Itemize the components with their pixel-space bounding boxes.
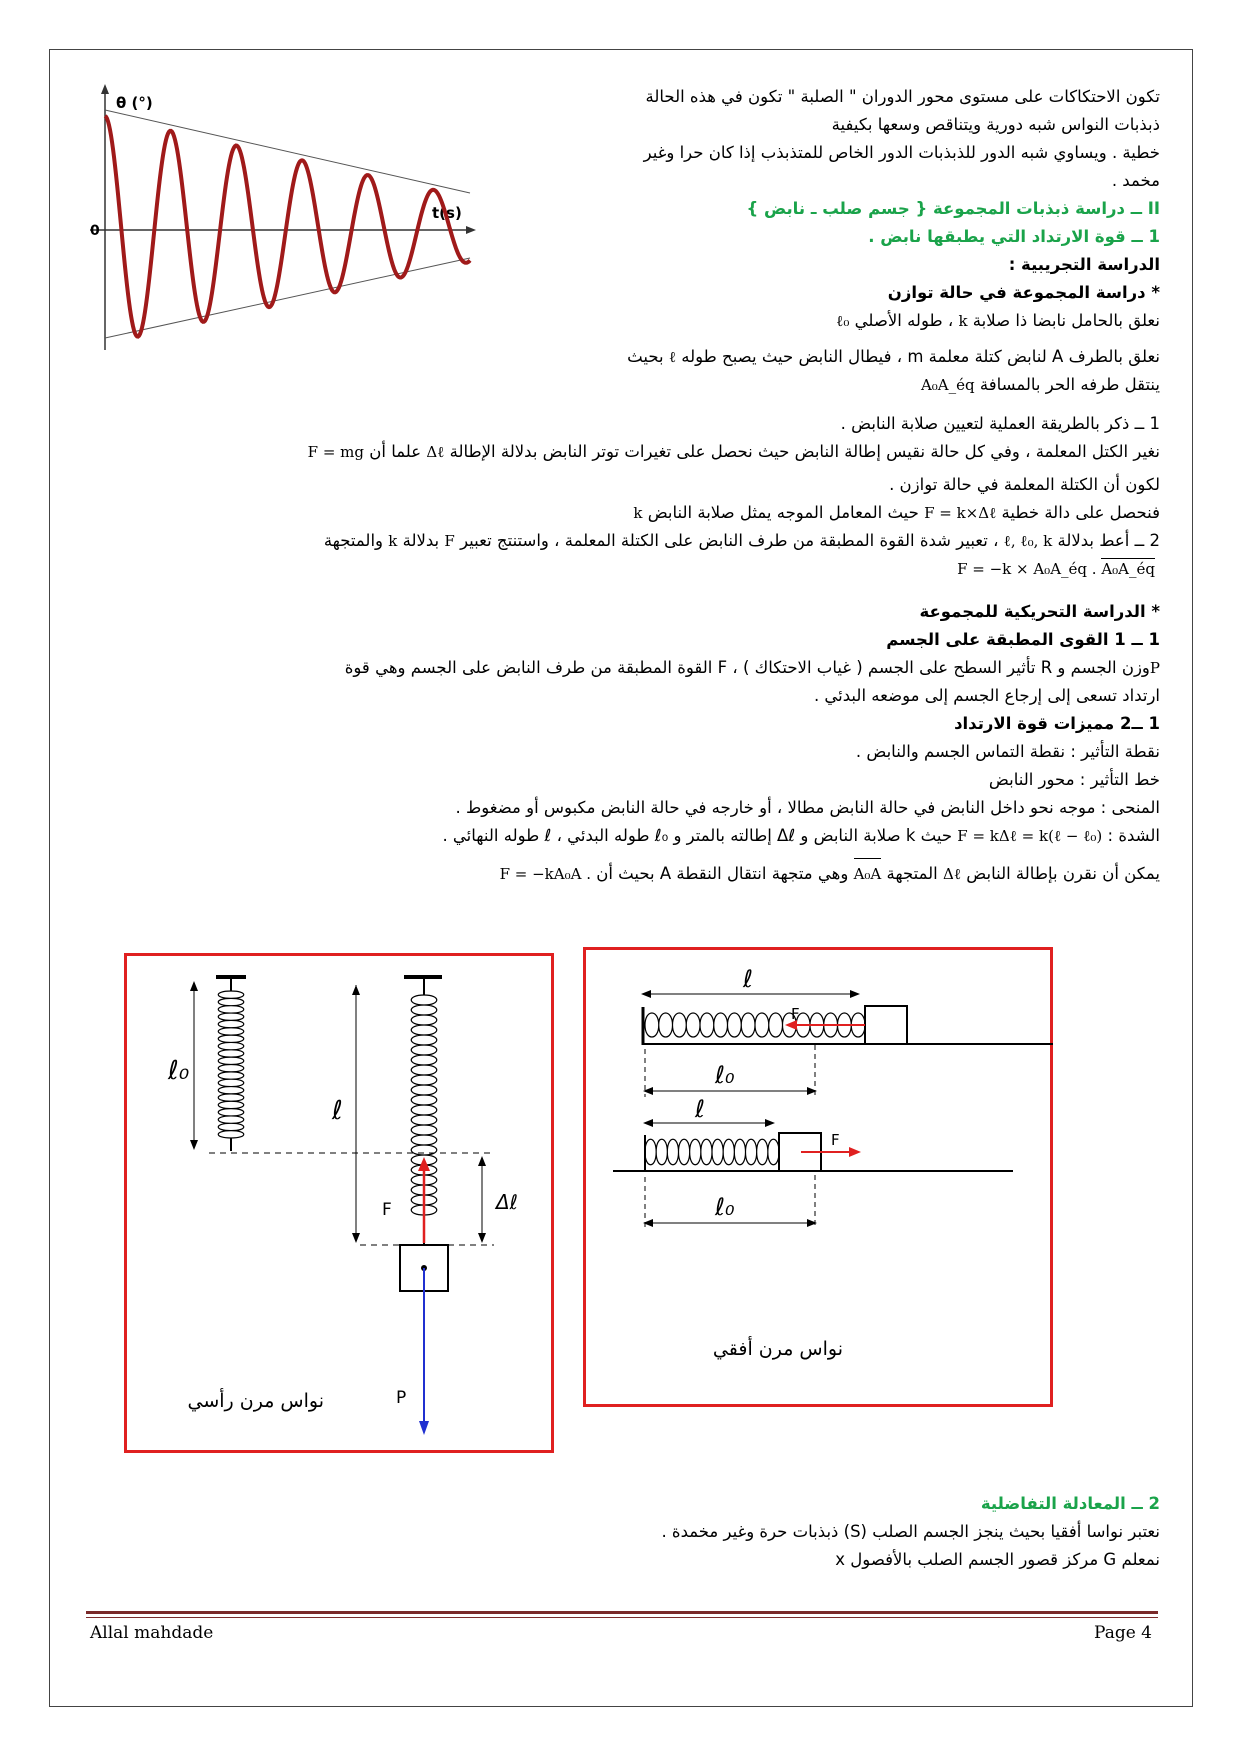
forces-line-1: Pوزن الجسم و R تأثير السطح على الجسم ( غياب الاحتكاك ) ، F القوة المطبقة من طرف النابض على الجسم وهي قوة bbox=[344, 658, 1160, 677]
horizontal-spring-mid bbox=[645, 1139, 779, 1165]
char-application-point: نقطة التأثير : نقطة التماس الجسم والنابض . bbox=[855, 742, 1160, 761]
intro-line-1: تكون الاحتكاكات على مستوى محور الدوران " الصلبة " تكون في هذه الحالة bbox=[645, 87, 1160, 106]
horizontal-pendulum-caption: نواس مرن أفقي bbox=[712, 1338, 843, 1360]
weight-p-label: P bbox=[396, 1388, 407, 1408]
origin-label: 0 bbox=[90, 223, 100, 239]
l-label-mid: ℓ bbox=[695, 1095, 705, 1123]
section-2-title: II ــ دراسة ذبذبات المجموعة { جسم صلب ـ نابض } bbox=[746, 199, 1160, 218]
forces-title: 1 ــ 1 القوى المطبقة على الجسم bbox=[886, 630, 1160, 649]
intro-line-3: خطية . ويساوي شبه الدور للذبذبات الدور الخاص للمتذبذب إذا كان حرا وغير bbox=[643, 143, 1160, 162]
damped-oscillation-graph bbox=[70, 80, 480, 355]
paragraph-mass-displacement: ينتقل طرفه الحر بالمسافة A₀A_éq bbox=[920, 375, 1160, 394]
question-2-line: 2 ــ أعط بدلالة ℓ, ℓ₀, k ، تعبير شدة القوة المطبقة من طرف النابض على الكتلة المعلمة ، واستنتج تعبير F بدلالة k والمتجهة bbox=[323, 531, 1160, 550]
differential-line-2: نمعلم G مركز قصور الجسم الصلب بالأفصول x bbox=[835, 1550, 1160, 1569]
characteristics-title: 1 ــ2 مميزات قوة الارتداد bbox=[954, 714, 1160, 733]
force-f-label: F bbox=[382, 1200, 392, 1220]
footer-page-number: Page 4 bbox=[1094, 1623, 1152, 1643]
footer-rule-thick bbox=[86, 1611, 1158, 1614]
paragraph-mass-hang: نعلق بالطرف A لنابض كتلة معلمة m ، فيطال النابض حيث يصبح طوله ℓ بحيث bbox=[627, 347, 1160, 366]
l0-label-top: ℓ₀ bbox=[715, 1061, 735, 1089]
stiffness-method-line: نغير الكتل المعلمة ، وفي كل حالة نقيس إطالة النابض حيث نحصل على تغيرات توتر النابض بدلالة الإطالة Δℓ علما أن F = mg bbox=[307, 442, 1160, 461]
damped-curve bbox=[105, 116, 470, 337]
l0-label-mid: ℓ₀ bbox=[715, 1193, 735, 1221]
char-line-of-action: خط التأثير : محور النابض bbox=[988, 770, 1160, 789]
delta-l-label: Δℓ bbox=[496, 1190, 518, 1214]
char-direction: المنحى : موجه نحو داخل النابض في حالة النابض مطالا ، أو خارجه في حالة النابض مكبوس أو مضغوط . bbox=[455, 798, 1160, 817]
intro-line-2: ذبذبات النواس شبه دورية ويتناقص وسعها بكيفية bbox=[831, 115, 1160, 134]
vertical-pendulum-caption: نواس مرن رأسي bbox=[187, 1390, 324, 1412]
l-label: ℓ bbox=[332, 1096, 343, 1126]
stiffness-equilibrium-line: لكون أن الكتلة المعلمة في حالة توازن . bbox=[889, 475, 1160, 494]
experimental-study-title: الدراسة التجريبية : bbox=[1008, 255, 1160, 274]
relaxed-spring bbox=[218, 991, 244, 1138]
horizontal-pendulum-figure bbox=[583, 947, 1053, 1409]
stiffness-method-title: 1 ــ ذكر بالطريقة العملية لتعيين صلابة النابض . bbox=[840, 414, 1160, 433]
paragraph-spring-hang: نعلق بالحامل نابضا ذا صلابة k ، طوله الأصلي ℓ₀ bbox=[836, 311, 1160, 330]
footer-author: Allal mahdade bbox=[90, 1623, 214, 1643]
subsection-1-title: 1 ــ قوة الارتداد التي يطبقها نابض . bbox=[868, 227, 1160, 246]
intro-line-4: مخمد . bbox=[1111, 171, 1160, 190]
force-f-label-mid: F bbox=[831, 1131, 840, 1149]
linear-function-line: فنحصل على دالة خطية F = k×Δℓ حيث المعامل الموجه يمثل صلابة النابض k bbox=[633, 503, 1160, 522]
force-f-label-top: F bbox=[791, 1005, 800, 1023]
forces-line-2: ارتداد تسعى إلى إرجاع الجسم إلى موضعه البدئي . bbox=[813, 686, 1160, 705]
differential-line-1: نعتبر نواسا أفقيا بحيث ينجز الجسم الصلب (S) ذبذبات حرة وغير مخمدة . bbox=[661, 1522, 1160, 1541]
dynamic-study-title: * الدراسة التحريكية للمجموعة bbox=[919, 602, 1160, 621]
restoring-force-equation: F = −k × A₀A_éq . A₀A_éq bbox=[957, 560, 1155, 578]
vertical-pendulum-figure bbox=[124, 953, 554, 1453]
y-axis-label: θ (°) bbox=[116, 94, 153, 112]
vector-relation-line: يمكن أن نقرن بإطالة النابض Δℓ المتجهة A₀A وهي متجهة انتقال النقطة A بحيث أن F = −kA₀A . bbox=[500, 858, 1160, 888]
x-axis-label: t(s) bbox=[432, 204, 462, 222]
horizontal-mass-top bbox=[865, 1006, 907, 1044]
l-label-top: ℓ bbox=[743, 965, 753, 993]
equilibrium-study-title: * دراسة المجموعة في حالة توازن bbox=[887, 283, 1160, 302]
l0-label: ℓ₀ bbox=[168, 1056, 190, 1086]
footer-rule-thin bbox=[86, 1617, 1158, 1618]
char-intensity: الشدة : F = kΔℓ = k(ℓ − ℓ₀) حيث k صلابة النابض و Δℓ إطالته بالمتر و ℓ₀ طوله البدئي ، ℓ طوله النهائي . bbox=[442, 826, 1160, 845]
subsection-2-title: 2 ــ المعادلة التفاضلية bbox=[980, 1494, 1160, 1513]
